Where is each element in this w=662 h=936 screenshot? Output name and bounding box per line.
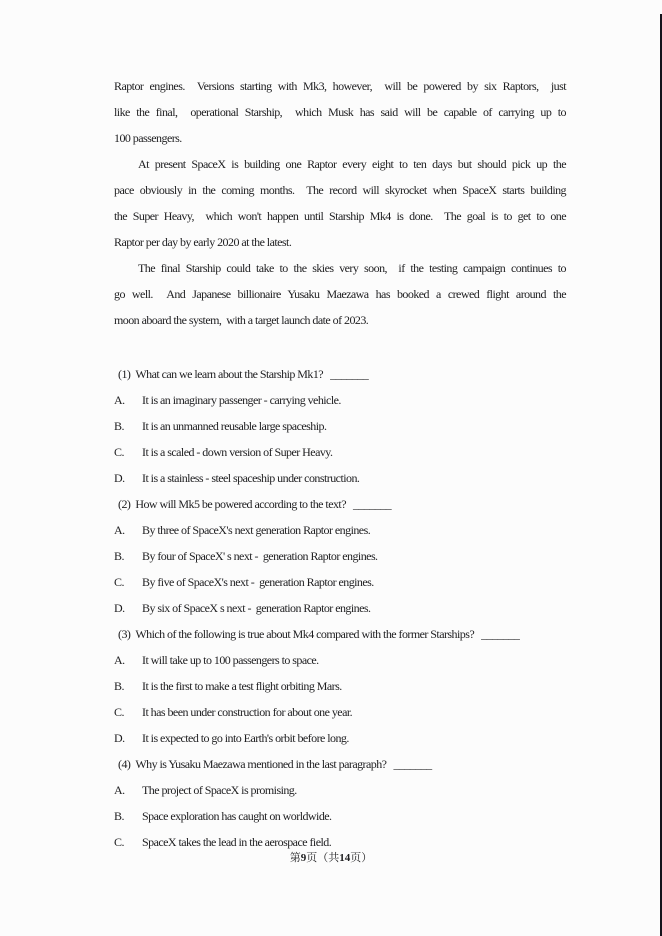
passage-line: 100 passengers. (114, 131, 182, 145)
option-text: The project of SpaceX is promising. (142, 783, 297, 797)
footer-total-pages: 14 (339, 852, 351, 864)
footer-suffix: 页） (350, 852, 373, 864)
option-text: It has been under construction for about one year. (142, 705, 353, 719)
passage-line: The final Starship could take to the skies very soon, if the testing campaign continues to (138, 261, 566, 275)
footer-page-number: 9 (300, 852, 307, 864)
option-label: B. (114, 419, 124, 433)
option-label: C. (114, 705, 124, 719)
answer-blank: _______ (352, 497, 392, 511)
option-label: A. (114, 653, 125, 667)
option-row (114, 595, 566, 621)
question-block-4 (114, 751, 566, 855)
option-row (114, 543, 566, 569)
option-label: D. (114, 601, 125, 615)
question-block-2 (114, 491, 566, 621)
option-label: A. (114, 523, 125, 537)
option-label: C. (114, 835, 124, 849)
option-text: By six of SpaceX s next - generation Raptor engines. (142, 601, 371, 615)
reading-passage (114, 73, 566, 333)
question-prompt: Why is Yusaku Maezawa mentioned in the last paragraph? (135, 757, 387, 771)
passage-line: moon aboard the system, with a target launch date of 2023. (114, 313, 369, 327)
option-text: It will take up to 100 passengers to space. (142, 653, 319, 667)
question-block-1 (114, 361, 566, 491)
passage-line: At present SpaceX is building one Raptor every eight to ten days but should pick up the (138, 157, 566, 171)
option-row (114, 803, 566, 829)
option-row (114, 725, 566, 751)
option-row (114, 439, 566, 465)
option-label: A. (114, 393, 125, 407)
question-prompt: What can we learn about the Starship Mk1? (135, 367, 324, 381)
paragraph-3 (114, 255, 566, 333)
question-prompt: How will Mk5 be powered according to the text? (135, 497, 346, 511)
answer-blank: _______ (393, 757, 432, 771)
option-label: B. (114, 549, 124, 563)
option-text: By three of SpaceX's next generation Raptor engines. (142, 523, 371, 537)
option-text: By four of SpaceX' s next - generation Raptor engines. (142, 549, 378, 563)
option-row (114, 569, 566, 595)
option-text: It is an imaginary passenger - carrying vehicle. (142, 393, 341, 407)
page-footer (0, 851, 662, 865)
question-line (114, 751, 566, 777)
option-text: It is expected to go into Earth's orbit before long. (142, 731, 349, 745)
question-line (114, 361, 566, 387)
option-text: It is a scaled - down version of Super Heavy. (142, 445, 333, 459)
passage-line: like the final, operational Starship, which Musk has said will be capable of carrying up to (114, 105, 566, 119)
question-prompt: Which of the following is true about Mk4 compared with the former Starships? (135, 627, 475, 641)
option-row (114, 777, 566, 803)
option-row (114, 387, 566, 413)
option-row (114, 465, 566, 491)
option-text: By five of SpaceX's next - generation Raptor engines. (142, 575, 374, 589)
option-row (114, 699, 566, 725)
footer-middle: 页（共 (306, 852, 340, 864)
question-line (114, 621, 566, 647)
option-label: D. (114, 731, 125, 745)
option-label: C. (114, 445, 124, 459)
passage-line: the Super Heavy, which won't happen until Starship Mk4 is done. The goal is to get to one (114, 209, 566, 223)
answer-blank: _______ (330, 367, 369, 381)
question-block-3 (114, 621, 566, 751)
option-text: SpaceX takes the lead in the aerospace field. (142, 835, 332, 849)
passage-line: go well. And Japanese billionaire Yusaku Maezawa has booked a crewed flight around the (114, 287, 566, 301)
option-label: C. (114, 575, 124, 589)
option-label: D. (114, 471, 125, 485)
question-number: (3) (118, 627, 131, 641)
option-row (114, 517, 566, 543)
passage-line: pace obviously in the coming months. The record will skyrocket when SpaceX starts building (114, 183, 566, 197)
questions-section (114, 361, 566, 855)
paragraph-2 (114, 151, 566, 255)
question-number: (1) (118, 367, 131, 381)
paragraph-1 (114, 73, 566, 151)
option-row (114, 647, 566, 673)
option-label: B. (114, 679, 124, 693)
option-row (114, 413, 566, 439)
option-text: It is a stainless - steel spaceship under construction. (142, 471, 360, 485)
option-label: B. (114, 809, 124, 823)
passage-line: Raptor engines. Versions starting with Mk3, however, will be powered by six Raptors, just (114, 79, 566, 93)
question-number: (4) (118, 757, 131, 771)
passage-line: Raptor per day by early 2020 at the latest. (114, 235, 292, 249)
option-text: It is the first to make a test flight orbiting Mars. (142, 679, 342, 693)
option-text: Space exploration has caught on worldwide. (142, 809, 332, 823)
footer-prefix: 第 (289, 852, 301, 864)
question-number: (2) (118, 497, 131, 511)
option-row (114, 673, 566, 699)
option-label: A. (114, 783, 125, 797)
option-text: It is an unmanned reusable large spaceship. (142, 419, 327, 433)
answer-blank: _______ (481, 627, 520, 641)
question-line (114, 491, 566, 517)
